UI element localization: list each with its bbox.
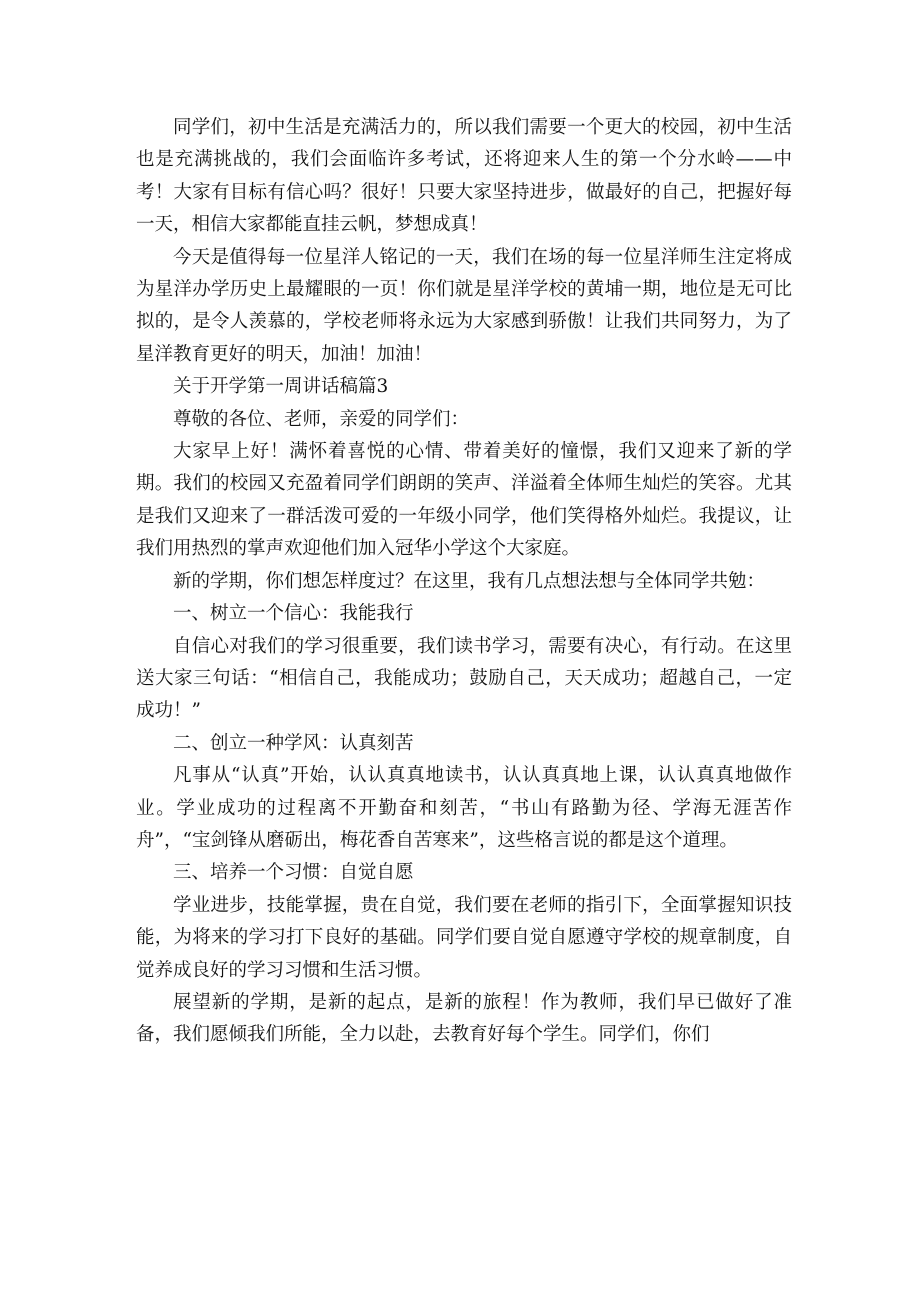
section-title: 关于开学第一周讲话稿篇3 <box>173 376 389 398</box>
document-body <box>136 112 792 1052</box>
paragraph-greeting: 大家早上好！满怀着喜悦的心情、带着美好的憧憬，我们又迎来了新的学期。我们的校园又充盈着同学们朗朗的笑声、洋溢着全体师生灿烂的笑容。尤其是我们又迎来了一群活泼可爱的一年级小同学，他们笑得格外灿烂。我提议，让我们用热烈的掌声欢迎他们加入冠华小学这个大家庭。 <box>136 441 792 560</box>
paragraph-new-semester: 新的学期，你们想怎样度过？在这里，我有几点想法想与全体同学共勉： <box>173 570 766 592</box>
paragraph-intro-junior-high: 同学们，初中生活是充满活力的，所以我们需要一个更大的校园，初中生活也是充满挑战的，我们会面临许多考试，还将迎来人生的第一个分水岭——中考！大家有目标有信心吗？很好！只要大家坚持进步，做最好的自己，把握好每一天，相信大家都能直挂云帆，梦想成真！ <box>136 117 792 236</box>
salutation: 尊敬的各位、老师，亲爱的同学们： <box>173 408 470 430</box>
point-two-heading: 二、创立一种学风：认真刻苦 <box>173 732 414 754</box>
paragraph-outlook: 展望新的学期，是新的起点，是新的旅程！作为教师，我们早已做好了准备，我们愿倾我们所能，全力以赴，去教育好每个学生。同学们，你们 <box>136 991 792 1046</box>
paragraph-memorable-day: 今天是值得每一位星洋人铭记的一天，我们在场的每一位星洋师生注定将成为星洋办学历史上最耀眼的一页！你们就是星洋学校的黄埔一期，地位是无可比拟的，是令人羡慕的，学校老师将永远为大家感到骄傲！让我们共同努力，为了星洋教育更好的明天，加油！加油！ <box>136 246 792 365</box>
point-three-body: 学业进步，技能掌握，贵在自觉，我们要在老师的指引下，全面掌握知识技能，为将来的学习打下良好的基础。同学们要自觉自愿遵守学校的规章制度，自觉养成良好的学习习惯和生活习惯。 <box>136 894 792 981</box>
point-two-body: 凡事从“认真”开始，认认真真地读书，认认真真地上课，认认真真地做作业。学业成功的过程离不开勤奋和刻苦，“书山有路勤为径、学海无涯苦作舟”，“宝剑锋从磨砺出，梅花香自苦寒来”，这些格言说的都是这个道理。 <box>136 765 792 851</box>
point-one-heading: 一、树立一个信心：我能我行 <box>173 603 414 625</box>
point-three-heading: 三、培养一个习惯：自觉自愿 <box>173 862 414 884</box>
point-one-body: 自信心对我们的学习很重要，我们读书学习，需要有决心，有行动。在这里送大家三句话：“相信自己，我能成功；鼓励自己，天天成功；超越自己，一定成功！” <box>136 635 792 722</box>
